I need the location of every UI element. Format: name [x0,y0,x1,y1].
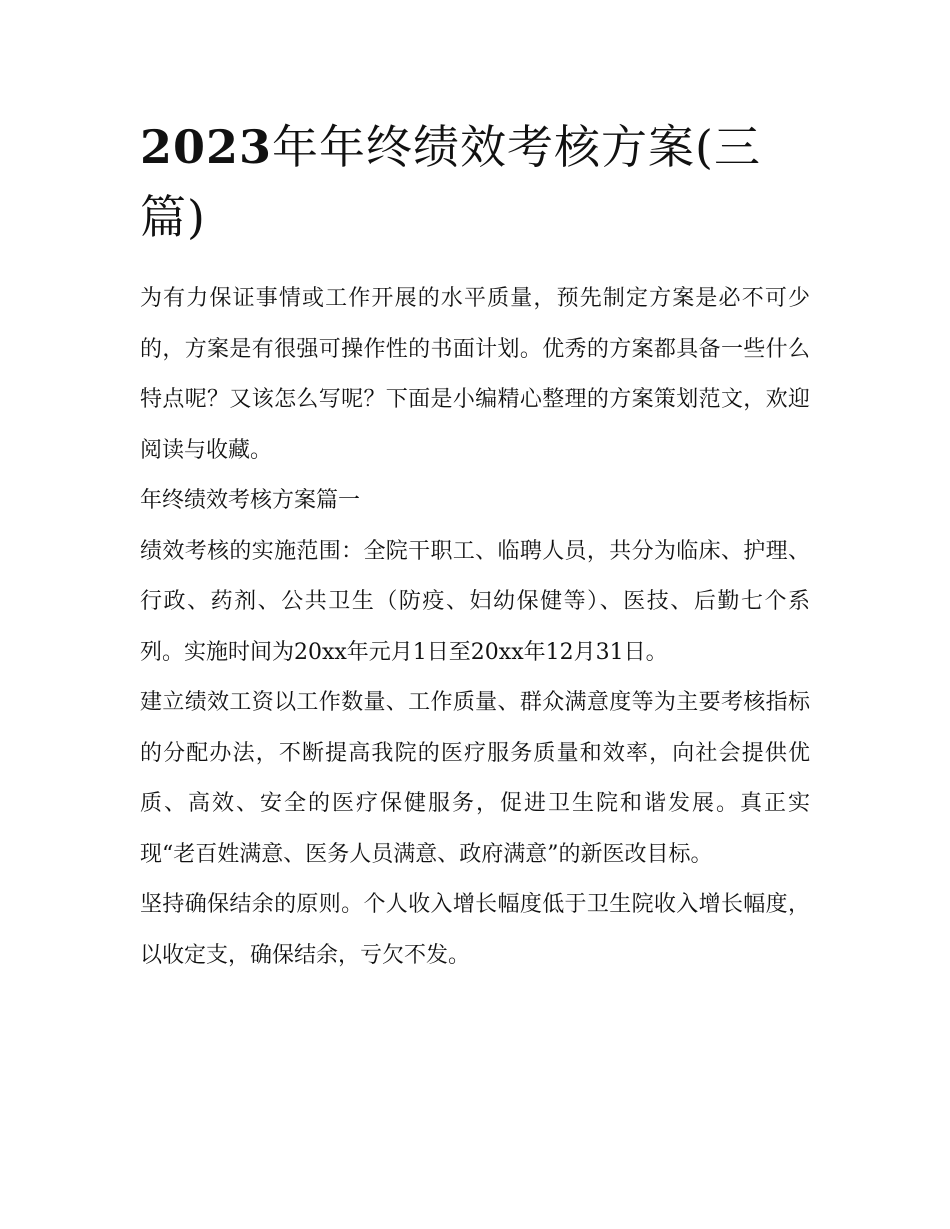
scope-paragraph: 绩效考核的实施范围：全院干职工、临聘人员，共分为临床、护理、行政、药剂、公共卫生（防疫、妇幼保健等）、医技、后勤七个系列。实施时间为20xx年元月1日至20xx年12月31日。 [140,538,810,665]
title-text: 年年终绩效考核方案(三篇) [140,120,761,244]
section-heading: 年终绩效考核方案篇一 [140,488,361,513]
document-title [140,112,820,252]
document-page [140,112,820,981]
document-body [140,274,820,981]
principle-paragraph: 坚持确保结余的原则。个人收入增长幅度低于卫生院收入增长幅度，以收定支，确保结余，亏欠不发。 [140,892,810,968]
goal-paragraph: 建立绩效工资以工作数量、工作质量、群众满意度等为主要考核指标的分配办法，不断提高我院的医疗服务质量和效率，向社会提供优质、高效、安全的医疗保健服务，促进卫生院和谐发展。真正实现“老百姓满意、医务人员满意、政府满意”的新医改目标。 [140,690,810,867]
intro-paragraph: 为有力保证事情或工作开展的水平质量，预先制定方案是必不可少的，方案是有很强可操作性的书面计划。优秀的方案都具备一些什么特点呢？又该怎么写呢？下面是小编精心整理的方案策划范文，欢迎阅读与收藏。 [140,286,810,463]
title-year: 2023 [140,120,273,174]
